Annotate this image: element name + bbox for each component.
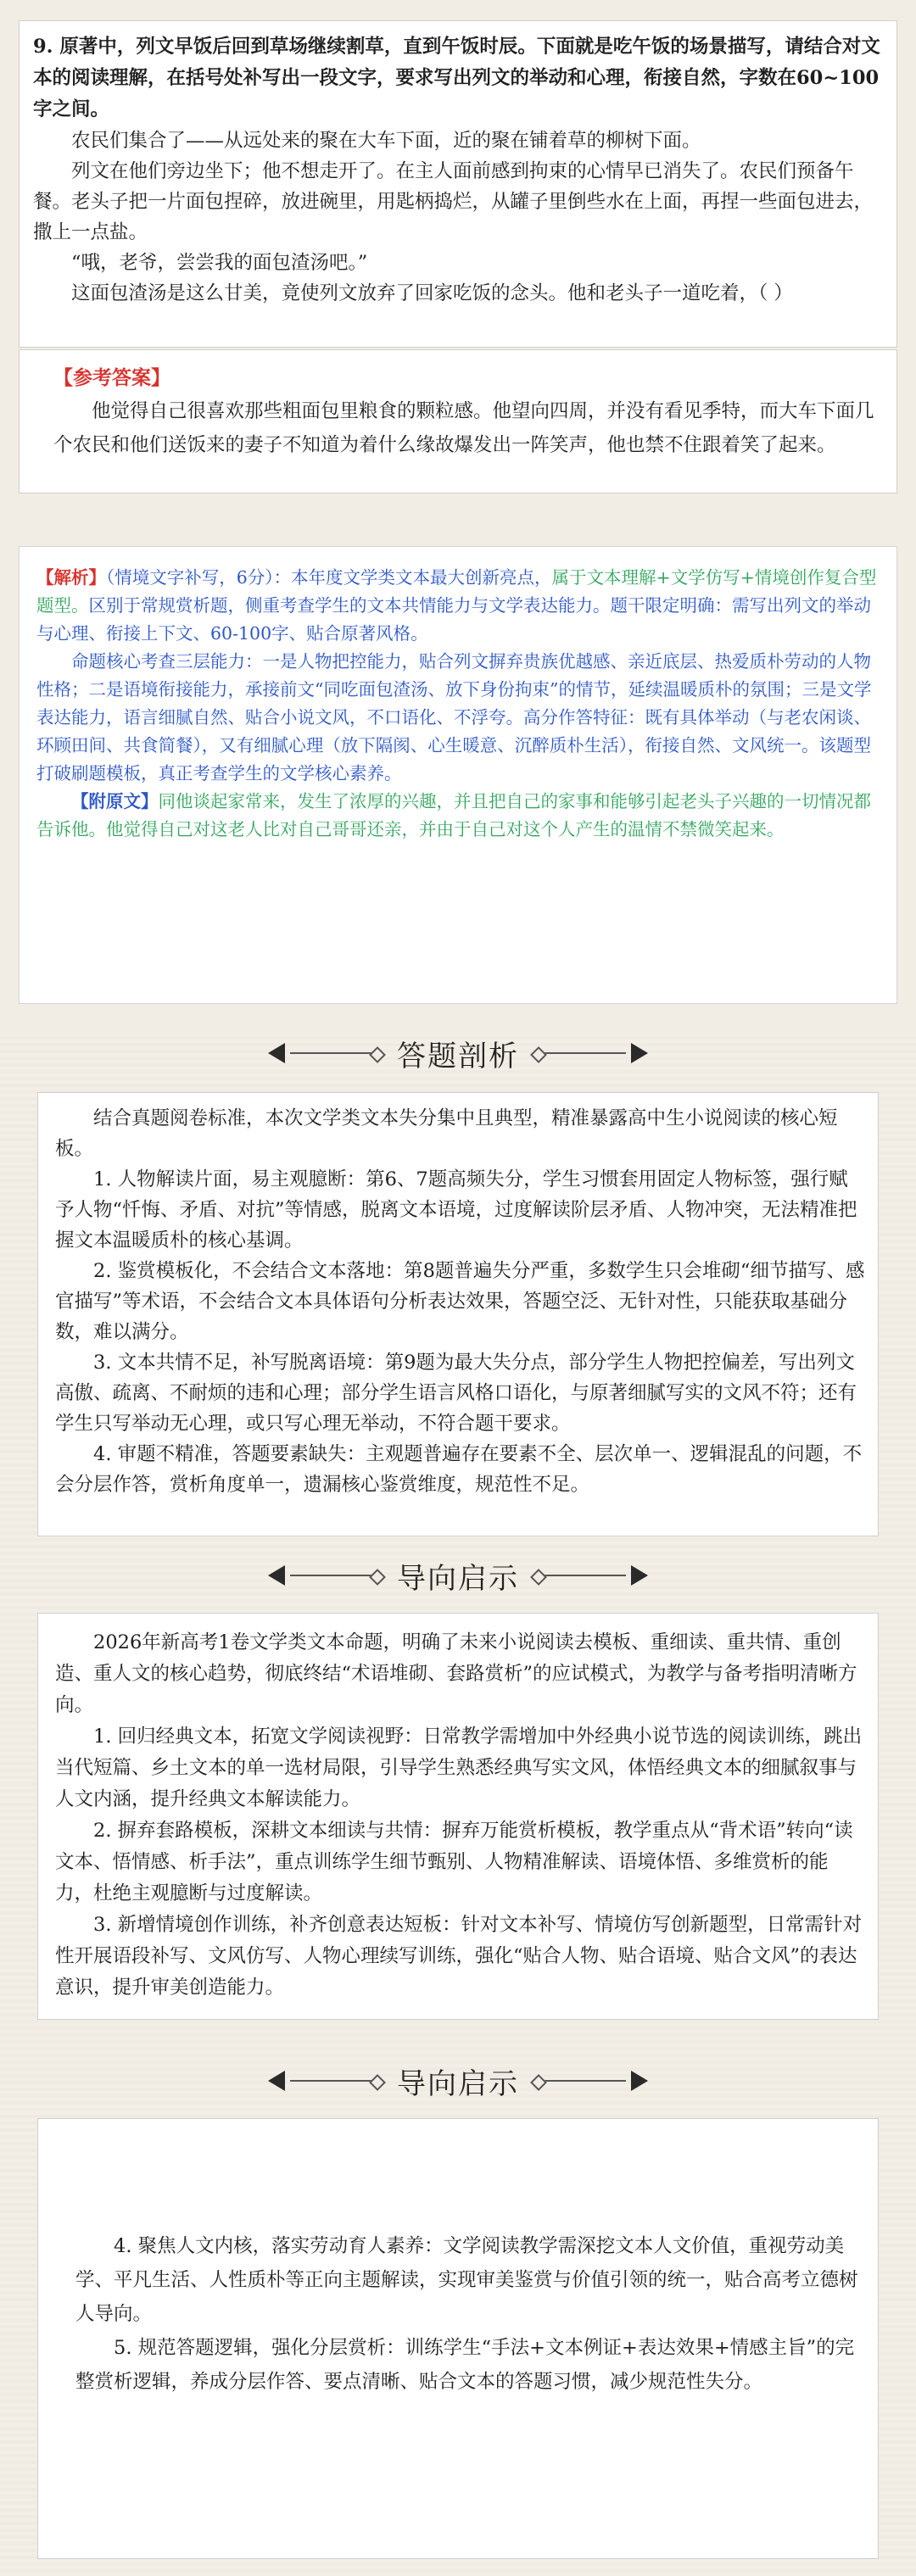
section1-item: 1. 人物解读片面，易主观臆断：第6、7题高频失分，学生习惯套用固定人物标签，强行赋予人物“忏悔、矛盾、对抗”等情感，脱离文本语境，过度解读阶层矛盾、人物冲突，无法精准把握文本温暖质朴的核心基调。: [55, 1168, 857, 1252]
arrow-right-icon: [631, 1565, 648, 1586]
section-header-guidance: [0, 1540, 916, 1611]
section1-intro: 结合真题阅卷标准，本次文学类文本失分集中且典型，精准暴露高中生小说阅读的核心短板。: [55, 1107, 838, 1160]
arrow-right-icon: [631, 2071, 648, 2091]
section-title: 答题剖析: [397, 1039, 519, 1073]
question-para-4: 这面包渣汤是这么甘美，竟使列文放弃了回家吃饭的念头。他和老头子一道吃着，（ ）: [71, 282, 793, 304]
section1-item: 3. 文本共情不足，补写脱离语境：第9题为最大失分点，部分学生人物把控偏差，写出列文高傲、疏离、不耐烦的违和心理；部分学生语言风格口语化，与原著细腻写实的文风不符；还有学生只写举动无心理，或只写心理无举动，不符合题干要求。: [55, 1352, 857, 1435]
section2-item: 2. 摒弃套路模板，深耕文本细读与共情：摒弃万能赏析模板，教学重点从“背术语”转向“读文本、悟情感、析手法”，重点训练学生细节甄别、人物精准解读、语境体悟、多维赏析的能力，杜绝主观臆断与过度解读。: [55, 1820, 853, 1904]
analysis-card: [19, 546, 897, 1004]
question-para-3: “哦，老爷，尝尝我的面包渣汤吧。”: [71, 252, 368, 274]
ornament-line-left: [290, 2080, 382, 2082]
section1-item: 2. 鉴赏模板化，不会结合文本落地：第8题普遍失分严重，多数学生只会堆砌“细节描写、感官描写”等术语，不会结合文本具体语句分析表达效果，答题空泛、无针对性，只能获取基础分数，难以满分。: [55, 1260, 865, 1343]
section2-intro: 2026年新高考1卷文学类文本命题，明确了未来小说阅读去模板、重细读、重共情、重创造、重人文的核心趋势，彻底终结“术语堆砌、套路赏析”的应试模式，为教学与备考指明清晰方向。: [55, 1631, 857, 1716]
question-prompt: 9. 原著中，列文早饭后回到草场继续割草，直到午饭时辰。下面就是吃午饭的场景描写，请结合对文本的阅读理解，在括号处补写出一段文字，要求写出列文的举动和心理，衔接自然，字数在60~100字之间。: [33, 36, 880, 120]
ornament-line-right: [534, 1575, 626, 1576]
analysis-appendix: [36, 788, 880, 844]
question-card: [19, 20, 897, 348]
section1-card: [37, 1092, 879, 1536]
section2-card: [37, 1613, 879, 2020]
analysis-intro-a: （情境文字补写，6分）：本年度文学类文本最大创新亮点，: [106, 567, 552, 588]
analysis-intro-c: 区别于常规赏析题，侧重考查学生的文本共情能力与文学表达能力。题干限定明确：需写出列文的举动与心理、衔接上下文、60-100字、贴合原著风格。: [36, 595, 871, 644]
section2-item: 1. 回归经典文本，拓宽文学阅读视野：日常教学需增加中外经典小说节选的阅读训练，跳出当代短篇、乡土文本的单一选材局限，引导学生熟悉经典写实文风，体悟经典文本的细腻叙事与人文内涵，提升经典文本解读能力。: [55, 1726, 863, 1810]
section3-card: [37, 2118, 879, 2559]
analysis-label: 【解析】: [36, 567, 106, 588]
appendix-text: 同他谈起家常来，发生了浓厚的兴趣，并且把自己的家事和能够引起老头子兴趣的一切情况都告诉他。他觉得自己对这老人比对自己哥哥还亲，并由于自己对这个人产生的温情不禁微笑起来。: [36, 791, 871, 839]
section-header-analysis: [0, 1018, 916, 1089]
question-para-2: 列文在他们旁边坐下；他不想走开了。在主人面前感到拘束的心情早已消失了。农民们预备午餐。老头子把一片面包捏碎，放进碗里，用匙柄捣烂，从罐子里倒些水在上面，再捏一些面包进去，撒上一点盐。: [33, 160, 874, 243]
analysis-intro: [36, 564, 880, 648]
section3-item: 5. 规范答题逻辑，强化分层赏析：训练学生“手法+文本例证+表达效果+情感主旨”的完整赏析逻辑，养成分层作答、要点清晰、贴合文本的答题习惯，减少规范性失分。: [75, 2337, 855, 2393]
section-header-guidance-2: [0, 2045, 916, 2116]
section1-item: 4. 审题不精准，答题要素缺失：主观题普遍存在要素不全、层次单一、逻辑混乱的问题，不会分层作答，赏析角度单一，遗漏核心鉴赏维度，规范性不足。: [55, 1443, 863, 1496]
arrow-left-icon: [268, 2071, 285, 2091]
answer-card: [19, 349, 897, 493]
analysis-para-2: 命题核心考查三层能力：一是人物把控能力，贴合列文摒弃贵族优越感、亲近底层、热爱质朴劳动的人物性格；二是语境衔接能力，承接前文“同吃面包渣汤、放下身份拘束”的情节，延续温暖质朴的氛围；三是文学表达能力，语言细腻自然、贴合小说文风，不口语化、不浮夸。高分作答特征：既有具体举动（与老农闲谈、环顾田间、共食简餐），又有细腻心理（放下隔阂、心生暖意、沉醉质朴生活），衔接自然、文风统一。该题型打破刷题模板，真正考查学生的文学核心素养。: [36, 651, 872, 783]
section-title: 导向启示: [397, 2066, 519, 2101]
ornament-line-right: [534, 2080, 626, 2082]
section2-item: 3. 新增情境创作训练，补齐创意表达短板：针对文本补写、情境仿写创新题型，日常需针对性开展语段补写、文风仿写、人物心理续写训练，强化“贴合人物、贴合语境、贴合文风”的表达意识，提升审美创造能力。: [55, 1914, 863, 1999]
arrow-left-icon: [268, 1043, 285, 1063]
answer-text: 他觉得自己很喜欢那些粗面包里粮食的颗粒感。他望向四周，并没有看见季特，而大车下面几个农民和他们送饭来的妻子不知道为着什么缘故爆发出一阵笑声，他也禁不住跟着笑了起来。: [53, 400, 874, 456]
answer-label: 【参考答案】: [53, 366, 170, 389]
question-para-1: 农民们集合了——从远处来的聚在大车下面，近的聚在铺着草的柳树下面。: [71, 130, 701, 152]
analysis-intro-b: 属于文本理解+文学仿写+情境创作复合型题型。: [36, 567, 877, 616]
section3-item: 4. 聚焦人文内核，落实劳动育人素养：文学阅读教学需深挖文本人文价值，重视劳动美学、平凡生活、人性质朴等正向主题解读，实现审美鉴赏与价值引领的统一，贴合高考立德树人导向。: [75, 2235, 858, 2325]
arrow-left-icon: [268, 1565, 285, 1586]
ornament-line-left: [290, 1052, 382, 1054]
ornament-line-left: [290, 1575, 382, 1576]
appendix-label: 【附原文】: [71, 791, 159, 811]
ornament-line-right: [534, 1052, 626, 1054]
section-title: 导向启示: [397, 1561, 519, 1596]
arrow-right-icon: [631, 1043, 648, 1063]
